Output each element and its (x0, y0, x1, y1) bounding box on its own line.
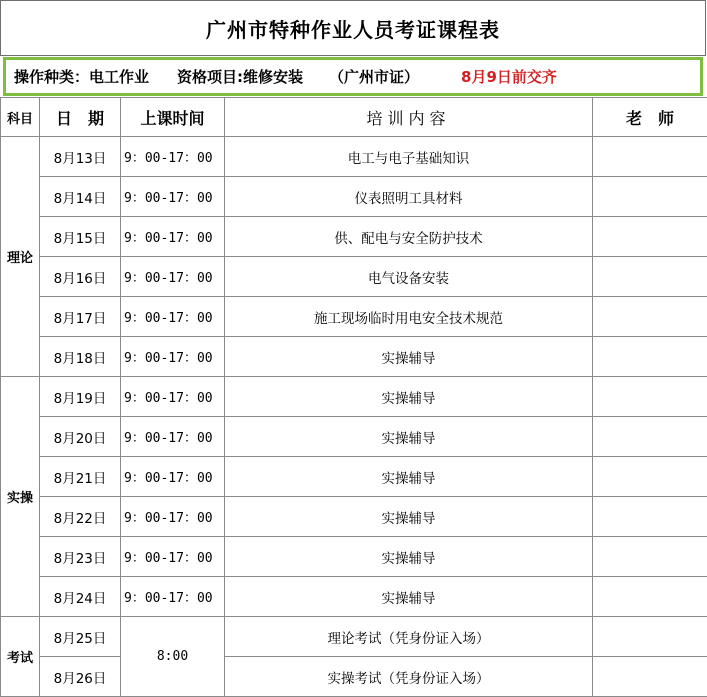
time-cell: 9：00-17：00 (121, 257, 225, 297)
time-cell: 9：00-17：00 (121, 177, 225, 217)
category-practice: 实操 (1, 377, 40, 617)
table-row (1, 377, 707, 417)
date-cell: 8月21日 (40, 457, 121, 497)
time-cell: 9：00-17：00 (121, 137, 225, 177)
time-cell: 9：00-17：00 (121, 217, 225, 257)
content-cell: 施工现场临时用电安全技术规范 (225, 297, 593, 337)
teacher-cell (593, 457, 707, 497)
page-title: 广州市特种作业人员考证课程表 (0, 0, 706, 56)
teacher-cell (593, 177, 707, 217)
date-cell: 8月16日 (40, 257, 121, 297)
content-cell: 理论考试（凭身份证入场） (225, 617, 593, 657)
date-cell: 8月18日 (40, 337, 121, 377)
date-cell: 8月25日 (40, 617, 121, 657)
time-cell: 9：00-17：00 (121, 457, 225, 497)
header-date: 日 期 (40, 98, 121, 137)
content-cell: 电工与电子基础知识 (225, 137, 593, 177)
teacher-cell (593, 337, 707, 377)
time-cell: 9：00-17：00 (121, 377, 225, 417)
table-row (1, 217, 707, 257)
content-cell: 实操辅导 (225, 497, 593, 537)
date-cell: 8月22日 (40, 497, 121, 537)
teacher-cell (593, 497, 707, 537)
deadline-notice: 8月9日前交齐 (461, 66, 557, 87)
qualification-item-label: 资格项目:维修安装 (177, 66, 303, 87)
category-theory: 理论 (1, 137, 40, 377)
header-teacher: 老 师 (593, 98, 707, 137)
table-row (1, 297, 707, 337)
header-subject: 科目 (1, 98, 40, 137)
table-row (1, 657, 707, 697)
date-cell: 8月14日 (40, 177, 121, 217)
time-cell: 9：00-17：00 (121, 417, 225, 457)
content-cell: 实操辅导 (225, 537, 593, 577)
time-cell: 9：00-17：00 (121, 497, 225, 537)
teacher-cell (593, 297, 707, 337)
header-time: 上课时间 (121, 98, 225, 137)
time-cell: 9：00-17：00 (121, 297, 225, 337)
table-row (1, 617, 707, 657)
table-row (1, 137, 707, 177)
teacher-cell (593, 377, 707, 417)
date-cell: 8月17日 (40, 297, 121, 337)
date-cell: 8月15日 (40, 217, 121, 257)
date-cell: 8月13日 (40, 137, 121, 177)
course-info-bar (3, 57, 703, 96)
table-row (1, 337, 707, 377)
table-row (1, 417, 707, 457)
city-certificate-label: （广州市证） (329, 66, 419, 87)
content-cell: 实操考试（凭身份证入场） (225, 657, 593, 697)
operation-type-label: 操作种类：电工作业 (14, 66, 149, 87)
header-content: 培训内容 (225, 98, 593, 137)
teacher-cell (593, 537, 707, 577)
date-cell: 8月23日 (40, 537, 121, 577)
table-row (1, 177, 707, 217)
content-cell: 实操辅导 (225, 417, 593, 457)
content-cell: 实操辅导 (225, 337, 593, 377)
time-cell: 9：00-17：00 (121, 537, 225, 577)
table-row (1, 497, 707, 537)
teacher-cell (593, 657, 707, 697)
teacher-cell (593, 617, 707, 657)
content-cell: 仪表照明工具材料 (225, 177, 593, 217)
table-header-row (1, 98, 707, 137)
teacher-cell (593, 217, 707, 257)
time-cell: 9：00-17：00 (121, 577, 225, 617)
content-cell: 实操辅导 (225, 377, 593, 417)
date-cell: 8月26日 (40, 657, 121, 697)
schedule-table (0, 97, 707, 697)
table-row (1, 537, 707, 577)
content-cell: 实操辅导 (225, 577, 593, 617)
date-cell: 8月19日 (40, 377, 121, 417)
content-cell: 电气设备安装 (225, 257, 593, 297)
category-exam: 考试 (1, 617, 40, 697)
teacher-cell (593, 257, 707, 297)
exam-time-cell: 8:00 (121, 617, 225, 697)
teacher-cell (593, 137, 707, 177)
date-cell: 8月24日 (40, 577, 121, 617)
table-row (1, 457, 707, 497)
content-cell: 实操辅导 (225, 457, 593, 497)
table-row (1, 577, 707, 617)
table-row (1, 257, 707, 297)
date-cell: 8月20日 (40, 417, 121, 457)
time-cell: 9：00-17：00 (121, 337, 225, 377)
teacher-cell (593, 417, 707, 457)
teacher-cell (593, 577, 707, 617)
content-cell: 供、配电与安全防护技术 (225, 217, 593, 257)
